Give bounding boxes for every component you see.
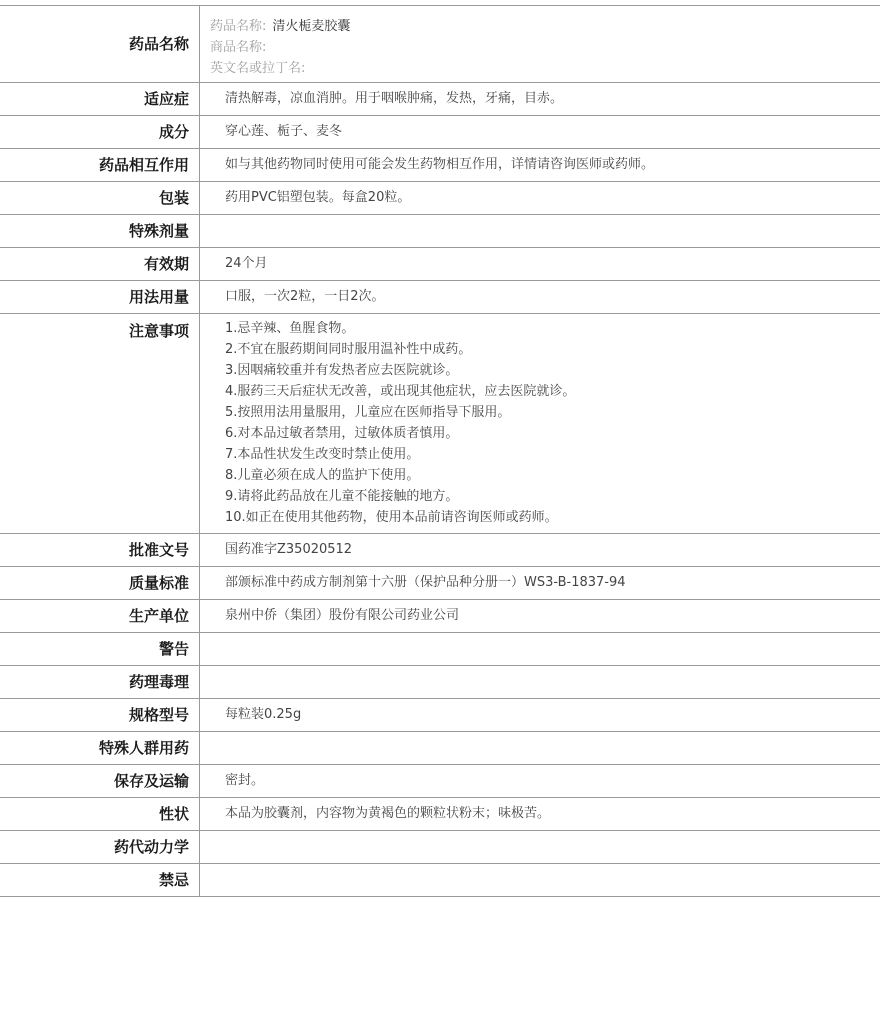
precaution-item: 1.忌辛辣、鱼腥食物。 <box>225 321 355 336</box>
row-value: 24个月 <box>225 256 268 271</box>
row-manufacturer <box>0 600 880 633</box>
row-label: 药理毒理 <box>0 666 200 698</box>
row-value <box>200 633 880 665</box>
row-label: 质量标准 <box>0 567 200 599</box>
drug-info-table <box>0 5 880 897</box>
row-warning <box>0 633 880 666</box>
row-label: 成分 <box>0 116 200 148</box>
row-label: 规格型号 <box>0 699 200 731</box>
row-value <box>200 6 880 82</box>
row-value: 清热解毒，凉血消肿。用于咽喉肿痛，发热，牙痛，目赤。 <box>225 91 564 106</box>
row-value: 部颁标准中药成方制剂第十六册（保护品种分册一）WS3-B-1837-94 <box>225 575 626 590</box>
row-value: 药用PVC铝塑包装。每盒20粒。 <box>225 190 411 205</box>
row-dosage <box>0 281 880 314</box>
row-value <box>200 732 880 764</box>
row-value: 本品为胶囊剂，内容物为黄褐色的颗粒状粉末；味极苦。 <box>225 806 551 821</box>
precaution-item: 10.如正在使用其他药物，使用本品前请咨询医师或药师。 <box>225 510 558 525</box>
row-label: 警告 <box>0 633 200 665</box>
row-storage <box>0 765 880 798</box>
row-label: 生产单位 <box>0 600 200 632</box>
precaution-item: 3.因咽痛较重并有发热者应去医院就诊。 <box>225 363 459 378</box>
row-value: 密封。 <box>225 773 265 788</box>
row-label: 包装 <box>0 182 200 214</box>
row-label: 保存及运输 <box>0 765 200 797</box>
trade-name-key: 商品名称: <box>210 40 267 55</box>
drug-name-line <box>210 16 880 37</box>
row-drug-name <box>0 5 880 83</box>
precaution-item: 5.按照用法用量服用，儿童应在医师指导下服用。 <box>225 405 511 420</box>
row-value: 国药准字Z35020512 <box>225 542 353 557</box>
row-value: 如与其他药物同时使用可能会发生药物相互作用，详情请咨询医师或药师。 <box>225 157 655 172</box>
row-interactions <box>0 149 880 182</box>
row-label: 批准文号 <box>0 534 200 566</box>
row-value: 穿心莲、栀子、麦冬 <box>225 124 343 139</box>
row-label: 性状 <box>0 798 200 830</box>
trade-name-line <box>210 37 880 58</box>
row-value <box>200 864 880 896</box>
row-contraindications <box>0 864 880 897</box>
precaution-item: 6.对本品过敏者禁用，过敏体质者慎用。 <box>225 426 459 441</box>
row-indications <box>0 83 880 116</box>
row-special-populations <box>0 732 880 765</box>
english-name-key: 英文名或拉丁名: <box>210 61 306 76</box>
row-ingredients <box>0 116 880 149</box>
row-shelf-life <box>0 248 880 281</box>
row-label: 药代动力学 <box>0 831 200 863</box>
row-packaging <box>0 182 880 215</box>
row-value <box>200 666 880 698</box>
drug-name-key: 药品名称: <box>210 19 267 34</box>
precaution-item: 8.儿童必须在成人的监护下使用。 <box>225 468 420 483</box>
row-label: 用法用量 <box>0 281 200 313</box>
row-quality-standard <box>0 567 880 600</box>
row-value: 泉州中侨（集团）股份有限公司药业公司 <box>225 608 460 623</box>
row-description <box>0 798 880 831</box>
english-name-line <box>210 58 880 79</box>
row-value <box>200 831 880 863</box>
precaution-item: 9.请将此药品放在儿童不能接触的地方。 <box>225 489 459 504</box>
row-label: 适应症 <box>0 83 200 115</box>
precaution-item: 4.服药三天后症状无改善，或出现其他症状，应去医院就诊。 <box>225 384 576 399</box>
row-specification <box>0 699 880 732</box>
row-label: 特殊剂量 <box>0 215 200 247</box>
row-pharmacology <box>0 666 880 699</box>
row-label: 有效期 <box>0 248 200 280</box>
row-label: 特殊人群用药 <box>0 732 200 764</box>
row-pharmacokinetics <box>0 831 880 864</box>
row-precautions <box>0 314 880 534</box>
row-label: 药品名称 <box>0 6 200 82</box>
row-value: 每粒装0.25g <box>225 707 302 722</box>
precaution-item: 2.不宜在服药期间同时服用温补性中成药。 <box>225 342 472 357</box>
row-value <box>200 314 880 533</box>
row-special-dosage <box>0 215 880 248</box>
row-label: 注意事项 <box>0 314 200 533</box>
row-value <box>200 215 880 247</box>
row-value: 口服，一次2粒，一日2次。 <box>225 289 385 304</box>
row-approval-number <box>0 534 880 567</box>
row-label: 禁忌 <box>0 864 200 896</box>
row-label: 药品相互作用 <box>0 149 200 181</box>
precaution-item: 7.本品性状发生改变时禁止使用。 <box>225 447 420 462</box>
drug-name-value: 清火栀麦胶囊 <box>272 19 351 34</box>
